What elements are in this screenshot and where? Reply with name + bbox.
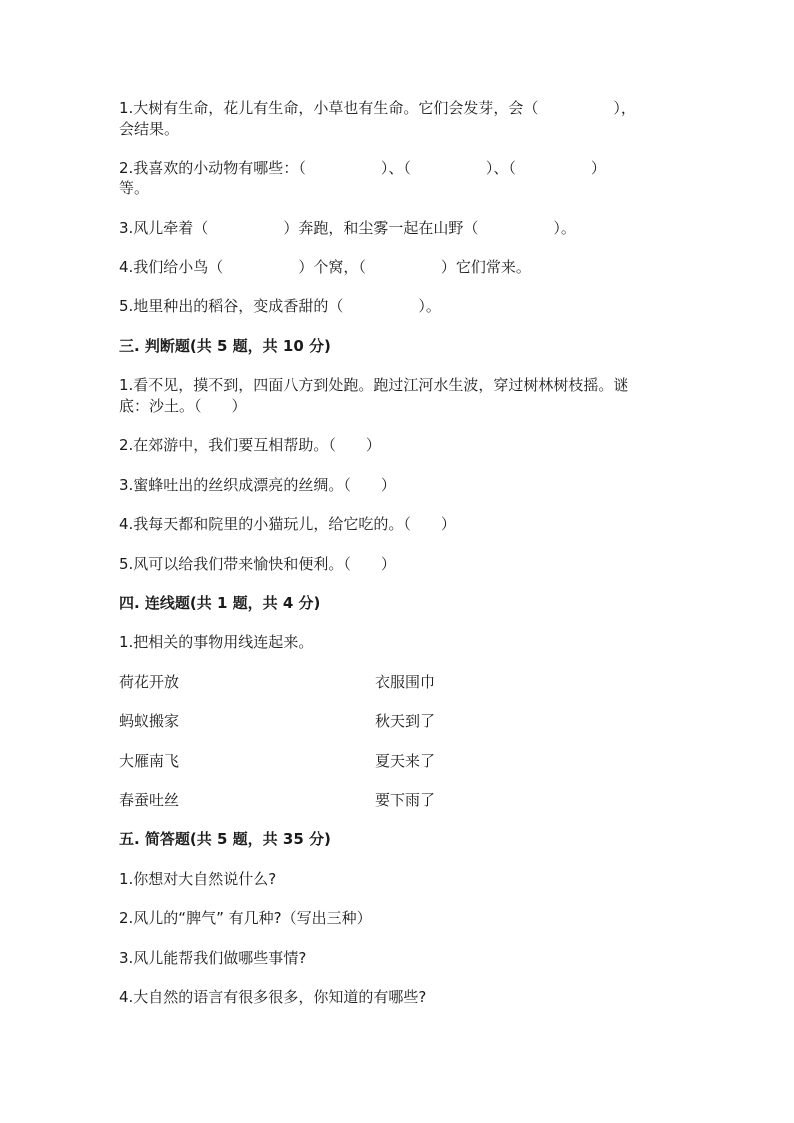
match-left-item: 蚂蚁搬家 [119, 712, 180, 730]
short-answer-question-2: 2.风儿的“脾气” 有几种?（写出三种） [119, 909, 372, 927]
fill-blank-question-2-line-1: 2.我喜欢的小动物有哪些：（ ）、（ ）、（ ） [119, 159, 606, 177]
fill-blank-question-5: 5.地里种出的稻谷，变成香甜的（ ）。 [119, 297, 441, 315]
judge-question-1-line-2: 底：沙土。（ ） [119, 397, 247, 415]
judge-question-5: 5.风可以给我们带来愉快和便利。（ ） [119, 555, 396, 573]
match-instruction: 1.把相关的事物用线连起来。 [119, 633, 314, 651]
match-left-item: 大雁南飞 [119, 752, 180, 770]
section-heading-judge: 三. 判断题(共 5 题，共 10 分) [119, 337, 331, 355]
fill-blank-question-4: 4.我们给小鸟（ ）个窝，（ ）它们常来。 [119, 258, 531, 276]
short-answer-question-3: 3.风儿能帮我们做哪些事情? [119, 949, 307, 967]
fill-blank-question-3: 3.风儿牵着（ ）奔跑，和尘雾一起在山野（ ）。 [119, 219, 576, 237]
section-heading-short-answer: 五. 简答题(共 5 题，共 35 分) [119, 830, 331, 848]
match-left-item: 春蚕吐丝 [119, 791, 180, 809]
match-right-item: 要下雨了 [375, 791, 436, 809]
judge-question-1-line-1: 1.看不见，摸不到，四面八方到处跑。跑过江河水生波，穿过树林树枝摇。谜 [119, 376, 629, 394]
match-left-item: 荷花开放 [119, 673, 180, 691]
fill-blank-question-2-line-2: 等。 [119, 179, 150, 197]
judge-question-3: 3.蜜蜂吐出的丝织成漂亮的丝绸。（ ） [119, 476, 396, 494]
judge-question-4: 4.我每天都和院里的小猫玩儿，给它吃的。（ ） [119, 515, 456, 533]
section-heading-match: 四. 连线题(共 1 题，共 4 分) [119, 594, 321, 612]
fill-blank-question-1-line-1: 1.大树有生命，花儿有生命，小草也有生命。它们会发芽，会（ ）， [119, 99, 636, 117]
match-right-item: 衣服围巾 [375, 673, 436, 691]
match-right-item: 夏天来了 [375, 752, 436, 770]
fill-blank-question-1-line-2: 会结果。 [119, 120, 180, 138]
judge-question-2: 2.在郊游中，我们要互相帮助。（ ） [119, 436, 381, 454]
short-answer-question-4: 4.大自然的语言有很多很多，你知道的有哪些? [119, 988, 427, 1006]
short-answer-question-1: 1.你想对大自然说什么? [119, 870, 277, 888]
match-right-item: 秋天到了 [375, 712, 436, 730]
